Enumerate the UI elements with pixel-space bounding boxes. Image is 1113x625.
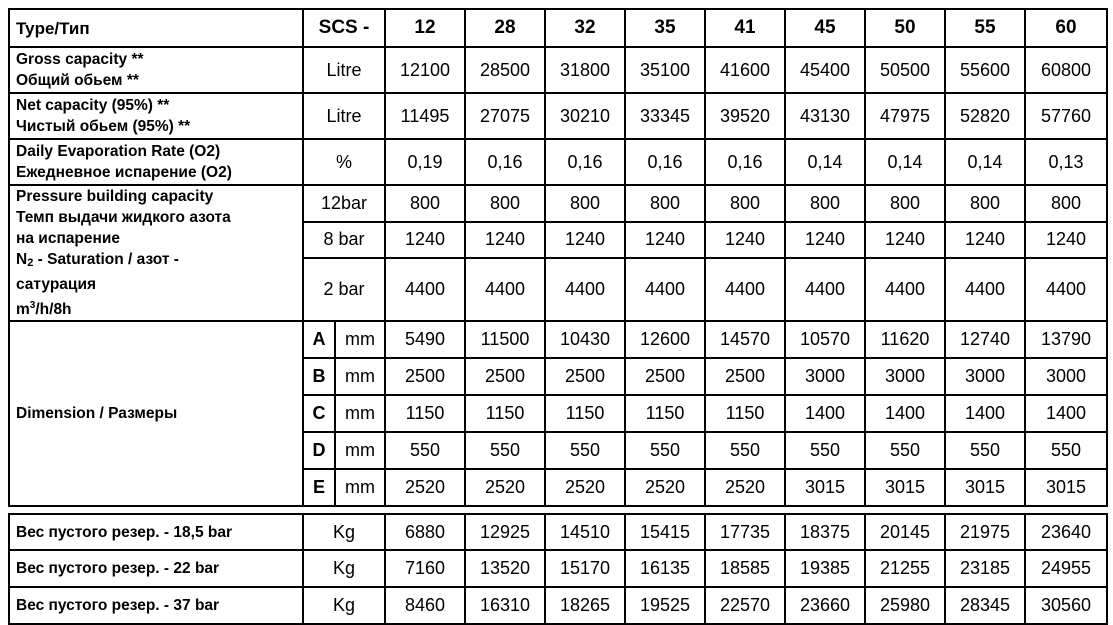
value-cell: 24955 bbox=[1025, 550, 1107, 587]
value-cell: 550 bbox=[945, 432, 1025, 469]
dimension-unit: mm bbox=[335, 395, 385, 432]
value-cell: 1240 bbox=[545, 222, 625, 259]
value-cell: 2520 bbox=[545, 469, 625, 506]
value-cell: 0,14 bbox=[865, 139, 945, 185]
value-cell: 30560 bbox=[1025, 587, 1107, 624]
pbc-row-12bar bbox=[9, 185, 1107, 222]
value-cell: 47975 bbox=[865, 93, 945, 139]
dimension-unit: mm bbox=[335, 358, 385, 395]
weight-label: Вес пустого резер. - 18,5 bar bbox=[9, 514, 303, 550]
value-cell: 4400 bbox=[545, 258, 625, 321]
value-cell: 1240 bbox=[1025, 222, 1107, 259]
value-cell: 800 bbox=[865, 185, 945, 222]
value-cell: 0,16 bbox=[625, 139, 705, 185]
value-cell: 800 bbox=[1025, 185, 1107, 222]
dimension-row-a bbox=[9, 321, 1107, 358]
value-cell: 19525 bbox=[625, 587, 705, 624]
value-cell: 11500 bbox=[465, 321, 545, 358]
value-cell: 1150 bbox=[545, 395, 625, 432]
value-cell: 3015 bbox=[1025, 469, 1107, 506]
model-header: 35 bbox=[625, 9, 705, 47]
value-cell: 16310 bbox=[465, 587, 545, 624]
weight-label: Вес пустого резер. - 22 bar bbox=[9, 550, 303, 587]
value-cell: 4400 bbox=[1025, 258, 1107, 321]
value-cell: 1150 bbox=[705, 395, 785, 432]
value-cell: 13790 bbox=[1025, 321, 1107, 358]
value-cell: 43130 bbox=[785, 93, 865, 139]
pbc-label-line5: сатурация bbox=[16, 276, 97, 293]
value-cell: 25980 bbox=[865, 587, 945, 624]
model-header: 32 bbox=[545, 9, 625, 47]
value-cell: 800 bbox=[785, 185, 865, 222]
value-cell: 4400 bbox=[705, 258, 785, 321]
value-cell: 0,19 bbox=[385, 139, 465, 185]
value-cell: 11495 bbox=[385, 93, 465, 139]
net-capacity-unit: Litre bbox=[303, 93, 385, 139]
dimension-label: Dimension / Размеры bbox=[9, 321, 303, 506]
value-cell: 0,13 bbox=[1025, 139, 1107, 185]
value-cell: 35100 bbox=[625, 47, 705, 93]
pbc-n: N bbox=[16, 251, 28, 268]
value-cell: 2520 bbox=[705, 469, 785, 506]
value-cell: 1150 bbox=[385, 395, 465, 432]
pbc-label-line3: на испарение bbox=[16, 230, 121, 247]
value-cell: 800 bbox=[545, 185, 625, 222]
value-cell: 2500 bbox=[625, 358, 705, 395]
value-cell: 800 bbox=[705, 185, 785, 222]
value-cell: 550 bbox=[625, 432, 705, 469]
value-cell: 57760 bbox=[1025, 93, 1107, 139]
weight-unit: Kg bbox=[303, 514, 385, 550]
value-cell: 550 bbox=[465, 432, 545, 469]
table-separator bbox=[9, 506, 1107, 514]
value-cell: 12600 bbox=[625, 321, 705, 358]
value-cell: 3015 bbox=[945, 469, 1025, 506]
value-cell: 2520 bbox=[465, 469, 545, 506]
value-cell: 14510 bbox=[545, 514, 625, 550]
value-cell: 3000 bbox=[945, 358, 1025, 395]
value-cell: 4400 bbox=[785, 258, 865, 321]
value-cell: 1240 bbox=[945, 222, 1025, 259]
value-cell: 4400 bbox=[865, 258, 945, 321]
value-cell: 550 bbox=[545, 432, 625, 469]
value-cell: 31800 bbox=[545, 47, 625, 93]
value-cell: 60800 bbox=[1025, 47, 1107, 93]
model-header: 50 bbox=[865, 9, 945, 47]
value-cell: 800 bbox=[945, 185, 1025, 222]
value-cell: 800 bbox=[385, 185, 465, 222]
value-cell: 23660 bbox=[785, 587, 865, 624]
value-cell: 1240 bbox=[385, 222, 465, 259]
model-header: 12 bbox=[385, 9, 465, 47]
value-cell: 4400 bbox=[465, 258, 545, 321]
model-header: 45 bbox=[785, 9, 865, 47]
value-cell: 3015 bbox=[865, 469, 945, 506]
value-cell: 14570 bbox=[705, 321, 785, 358]
dimension-letter: A bbox=[303, 321, 335, 358]
value-cell: 0,14 bbox=[785, 139, 865, 185]
pbc-label-line1: Pressure building capacity bbox=[16, 188, 214, 205]
net-capacity-row bbox=[9, 93, 1107, 139]
value-cell: 13520 bbox=[465, 550, 545, 587]
value-cell: 1240 bbox=[785, 222, 865, 259]
weight-unit: Kg bbox=[303, 550, 385, 587]
model-header: 55 bbox=[945, 9, 1025, 47]
value-cell: 41600 bbox=[705, 47, 785, 93]
value-cell: 6880 bbox=[385, 514, 465, 550]
value-cell: 27075 bbox=[465, 93, 545, 139]
value-cell: 21975 bbox=[945, 514, 1025, 550]
dimension-unit: mm bbox=[335, 432, 385, 469]
evaporation-unit: % bbox=[303, 139, 385, 185]
separator-cell bbox=[9, 506, 1107, 514]
value-cell: 800 bbox=[625, 185, 705, 222]
value-cell: 10430 bbox=[545, 321, 625, 358]
value-cell: 3015 bbox=[785, 469, 865, 506]
dimension-unit: mm bbox=[335, 469, 385, 506]
evaporation-row bbox=[9, 139, 1107, 185]
value-cell: 15170 bbox=[545, 550, 625, 587]
value-cell: 2500 bbox=[385, 358, 465, 395]
value-cell: 50500 bbox=[865, 47, 945, 93]
value-cell: 1240 bbox=[465, 222, 545, 259]
value-cell: 2500 bbox=[705, 358, 785, 395]
value-cell: 1150 bbox=[465, 395, 545, 432]
value-cell: 0,16 bbox=[545, 139, 625, 185]
value-cell: 0,16 bbox=[705, 139, 785, 185]
value-cell: 1400 bbox=[785, 395, 865, 432]
gross-capacity-label-ru: Общий обьем ** bbox=[16, 72, 139, 89]
value-cell: 21255 bbox=[865, 550, 945, 587]
dimension-letter: D bbox=[303, 432, 335, 469]
value-cell: 550 bbox=[705, 432, 785, 469]
model-prefix: SCS - bbox=[303, 9, 385, 47]
value-cell: 17735 bbox=[705, 514, 785, 550]
value-cell: 4400 bbox=[945, 258, 1025, 321]
value-cell: 1240 bbox=[865, 222, 945, 259]
pbc-n-sub: 2 bbox=[27, 257, 34, 269]
model-header: 41 bbox=[705, 9, 785, 47]
value-cell: 52820 bbox=[945, 93, 1025, 139]
value-cell: 800 bbox=[465, 185, 545, 222]
value-cell: 16135 bbox=[625, 550, 705, 587]
value-cell: 550 bbox=[865, 432, 945, 469]
value-cell: 30210 bbox=[545, 93, 625, 139]
evaporation-label-en: Daily Evaporation Rate (O2) bbox=[16, 143, 221, 160]
value-cell: 550 bbox=[385, 432, 465, 469]
value-cell: 19385 bbox=[785, 550, 865, 587]
value-cell: 11620 bbox=[865, 321, 945, 358]
dimension-letter: E bbox=[303, 469, 335, 506]
gross-capacity-label bbox=[9, 47, 303, 93]
weight-row-37bar bbox=[9, 587, 1107, 624]
value-cell: 2500 bbox=[465, 358, 545, 395]
value-cell: 4400 bbox=[625, 258, 705, 321]
value-cell: 2520 bbox=[625, 469, 705, 506]
value-cell: 20145 bbox=[865, 514, 945, 550]
pbc-label-line4 bbox=[16, 249, 302, 274]
value-cell: 18375 bbox=[785, 514, 865, 550]
model-header: 28 bbox=[465, 9, 545, 47]
value-cell: 0,16 bbox=[465, 139, 545, 185]
value-cell: 12100 bbox=[385, 47, 465, 93]
value-cell: 23185 bbox=[945, 550, 1025, 587]
weight-row-22bar bbox=[9, 550, 1107, 587]
weight-unit: Kg bbox=[303, 587, 385, 624]
value-cell: 1400 bbox=[865, 395, 945, 432]
pbc-unit-sup: 3 bbox=[29, 300, 36, 311]
net-capacity-label-ru: Чистый обьем (95%) ** bbox=[16, 118, 191, 135]
value-cell: 23640 bbox=[1025, 514, 1107, 550]
value-cell: 12925 bbox=[465, 514, 545, 550]
type-label: Type/Тип bbox=[9, 9, 303, 47]
value-cell: 3000 bbox=[1025, 358, 1107, 395]
value-cell: 55600 bbox=[945, 47, 1025, 93]
value-cell: 8460 bbox=[385, 587, 465, 624]
value-cell: 3000 bbox=[865, 358, 945, 395]
pbc-label-unit bbox=[16, 295, 302, 320]
pbc-unit-rest: /h/8h bbox=[35, 301, 72, 319]
gross-capacity-unit: Litre bbox=[303, 47, 385, 93]
net-capacity-label-en: Net capacity (95%) ** bbox=[16, 97, 170, 114]
pbc-line4-rest: - Saturation / азот - bbox=[33, 251, 179, 268]
dimension-letter: B bbox=[303, 358, 335, 395]
evaporation-label bbox=[9, 139, 303, 185]
value-cell: 0,14 bbox=[945, 139, 1025, 185]
dimension-letter: C bbox=[303, 395, 335, 432]
value-cell: 28500 bbox=[465, 47, 545, 93]
value-cell: 1240 bbox=[705, 222, 785, 259]
value-cell: 1150 bbox=[625, 395, 705, 432]
value-cell: 10570 bbox=[785, 321, 865, 358]
value-cell: 33345 bbox=[625, 93, 705, 139]
pbc-unit: 12bar bbox=[303, 185, 385, 222]
pbc-label-line2: Темп выдачи жидкого азота bbox=[16, 209, 231, 226]
value-cell: 2520 bbox=[385, 469, 465, 506]
value-cell: 550 bbox=[785, 432, 865, 469]
value-cell: 4400 bbox=[385, 258, 465, 321]
value-cell: 12740 bbox=[945, 321, 1025, 358]
pbc-unit: 2 bar bbox=[303, 258, 385, 321]
value-cell: 3000 bbox=[785, 358, 865, 395]
value-cell: 2500 bbox=[545, 358, 625, 395]
value-cell: 550 bbox=[1025, 432, 1107, 469]
net-capacity-label bbox=[9, 93, 303, 139]
gross-capacity-row bbox=[9, 47, 1107, 93]
dimension-unit: mm bbox=[335, 321, 385, 358]
weight-label: Вес пустого резер. - 37 bar bbox=[9, 587, 303, 624]
model-header: 60 bbox=[1025, 9, 1107, 47]
gross-capacity-label-en: Gross capacity ** bbox=[16, 51, 144, 68]
pbc-unit-base: m bbox=[16, 301, 30, 319]
weight-row-18-5bar bbox=[9, 514, 1107, 550]
value-cell: 1400 bbox=[1025, 395, 1107, 432]
value-cell: 7160 bbox=[385, 550, 465, 587]
pbc-label bbox=[9, 185, 303, 321]
value-cell: 45400 bbox=[785, 47, 865, 93]
value-cell: 28345 bbox=[945, 587, 1025, 624]
spec-table bbox=[8, 8, 1108, 625]
value-cell: 1400 bbox=[945, 395, 1025, 432]
pbc-unit: 8 bar bbox=[303, 222, 385, 259]
value-cell: 18265 bbox=[545, 587, 625, 624]
value-cell: 15415 bbox=[625, 514, 705, 550]
evaporation-label-ru: Ежедневное испарение (O2) bbox=[16, 164, 232, 181]
value-cell: 5490 bbox=[385, 321, 465, 358]
value-cell: 1240 bbox=[625, 222, 705, 259]
value-cell: 22570 bbox=[705, 587, 785, 624]
value-cell: 18585 bbox=[705, 550, 785, 587]
value-cell: 39520 bbox=[705, 93, 785, 139]
header-row bbox=[9, 9, 1107, 47]
